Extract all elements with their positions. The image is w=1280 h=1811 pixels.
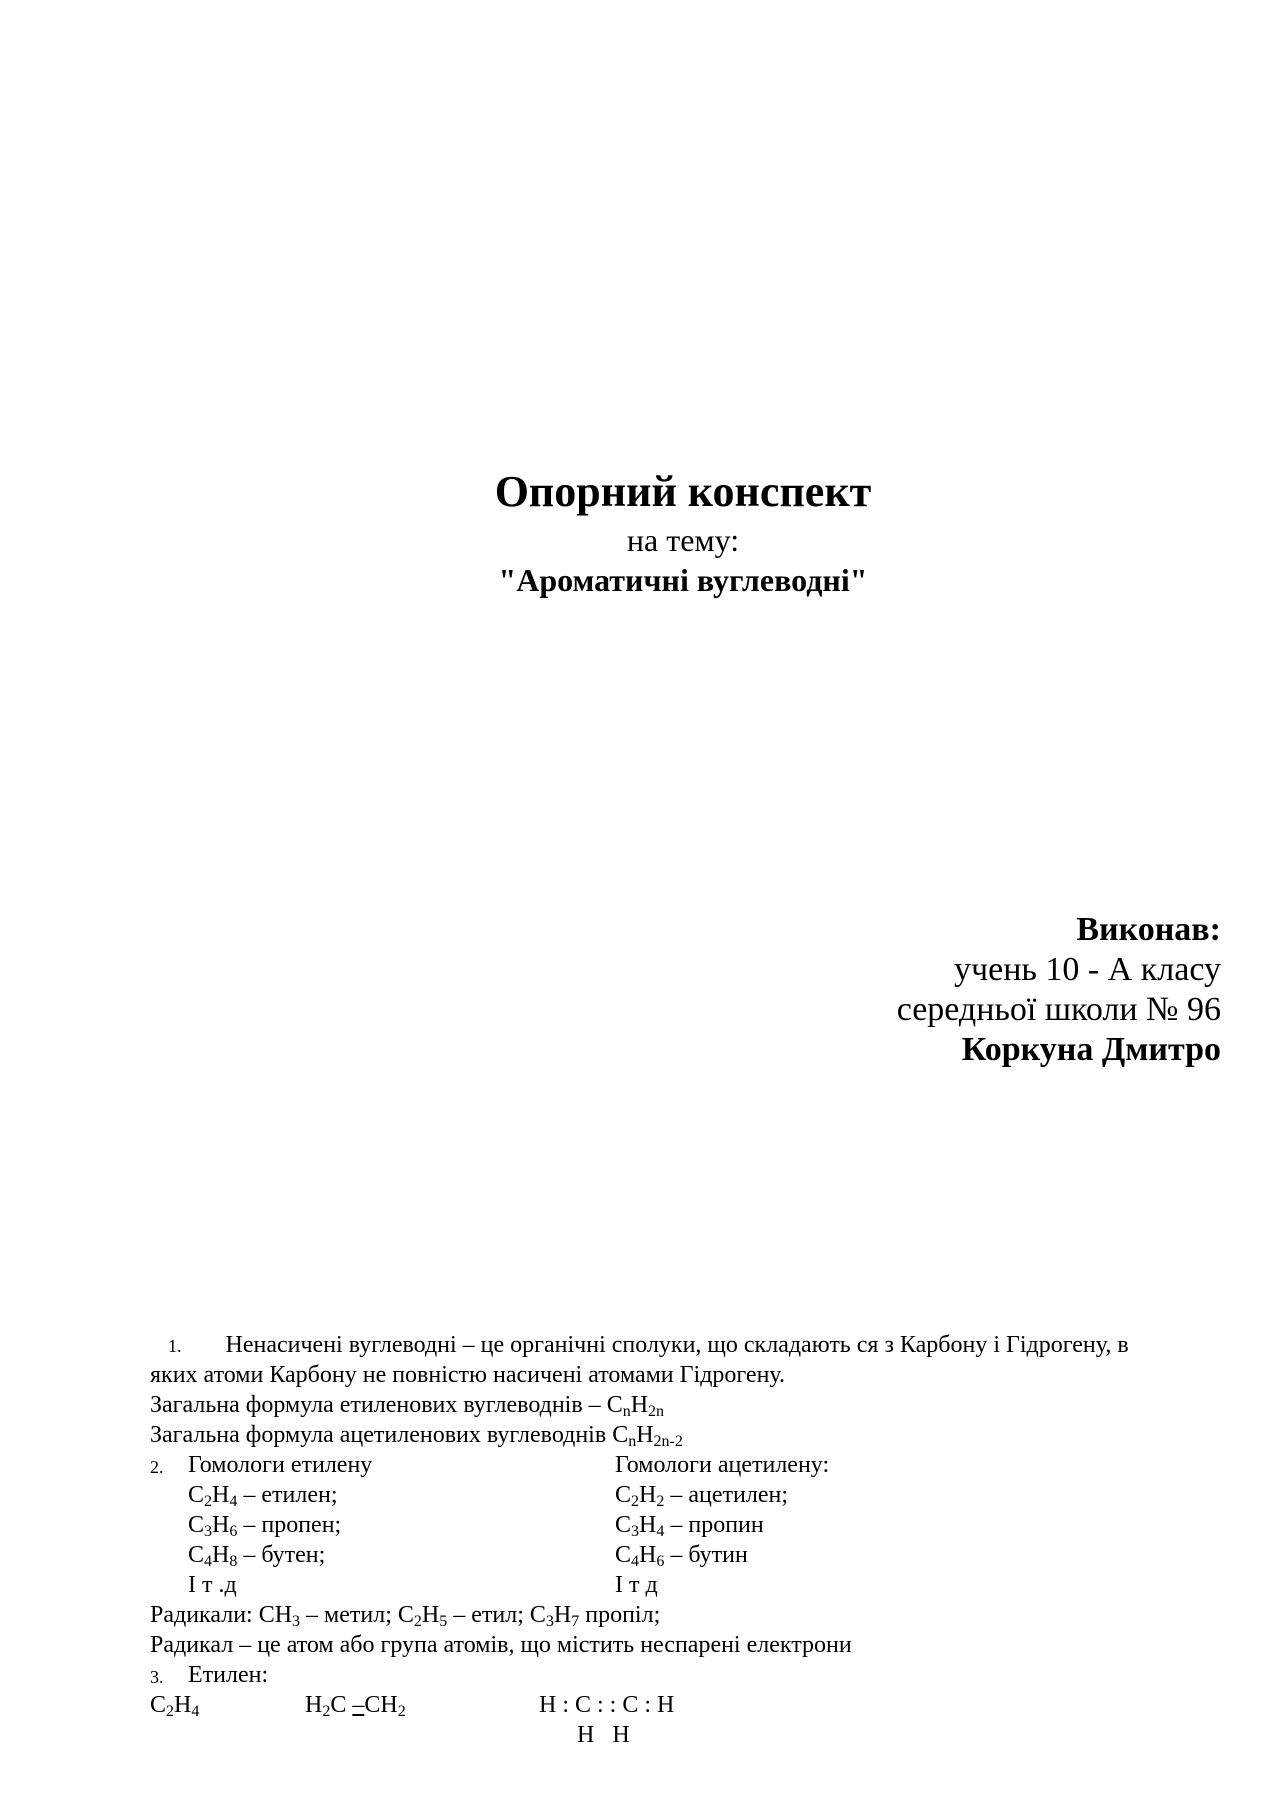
author-block xyxy=(897,910,1221,1070)
item-1-text-a: Ненасичені вуглеводні – це органічні сполуки, що складають ся з Карбону і Гідрогену, в xyxy=(225,1332,1129,1358)
ethylene-molecular-formula: $C_2H_4$ xyxy=(150,1692,200,1720)
author-school: середньої школи № 96 xyxy=(896,991,1221,1028)
homologs-row-1 xyxy=(150,1480,1219,1510)
ethylene-structural-formula: $H_2C$ $-CH_2$ xyxy=(305,1692,406,1720)
ethylene-homolog-2: $C_3H_6$ – пропен; xyxy=(188,1512,342,1540)
homologs-row-3 xyxy=(150,1540,1219,1570)
title-block xyxy=(0,463,1280,601)
formula-acetylene: $C_nH_{2n-2}$ xyxy=(612,1422,683,1450)
notes-content xyxy=(150,1330,1219,1750)
formula-ethylene-line xyxy=(150,1390,1219,1420)
formula-ethylene-label: Загальна формула етиленових вуглеводнів – xyxy=(150,1392,601,1418)
item-3-row xyxy=(150,1660,1219,1690)
ethylene-homolog-3: $C_4H_8$ – бутен; xyxy=(188,1542,326,1570)
document-topic: "Ароматичні вуглеводні" xyxy=(498,562,868,598)
homologs-row-2 xyxy=(150,1510,1219,1540)
ethylene-electron-formula-bottom: H H xyxy=(577,1722,630,1748)
homologs-header-row xyxy=(150,1450,1219,1480)
ethylene-etc: I т .д xyxy=(188,1572,237,1598)
radical-ethyl: – етил; xyxy=(453,1602,524,1628)
homologs-etc-row xyxy=(150,1570,1219,1600)
item-3-number: 3. xyxy=(150,1667,164,1687)
formula-acetylene-line xyxy=(150,1420,1219,1450)
acetylene-homolog-3: $C_4H_6$ – бутин xyxy=(615,1542,748,1570)
ethylene-formulas-row xyxy=(150,1690,1219,1720)
item-3-title: Етилен: xyxy=(188,1662,269,1688)
ethylene-electron-formula-top: H : C : : C : H xyxy=(539,1692,675,1718)
radical-propyl: пропіл; xyxy=(585,1602,661,1628)
document-title: Опорний конспект xyxy=(494,467,872,516)
homologs-ethylene-title: Гомологи етилену xyxy=(188,1452,373,1478)
item-1-number: 1. xyxy=(168,1336,182,1356)
author-name: Коркуна Дмитро xyxy=(961,1031,1221,1068)
ethylene-electron-bottom-row xyxy=(150,1720,1219,1750)
acetylene-homolog-1: $C_2H_2$ – ацетилен; xyxy=(615,1482,788,1510)
document-subtitle: на тему: xyxy=(626,522,740,558)
homologs-acetylene-title: Гомологи ацетилену: xyxy=(615,1452,830,1478)
radical-definition: Радикал – це атом або група атомів, що містить неспарені електрони xyxy=(150,1632,852,1658)
radicals-line: Радикали: $CH_3$ – метил; $C_2H_5$ – етил; $C_3H_7$ пропіл; xyxy=(150,1602,661,1630)
author-label: Виконав: xyxy=(1076,911,1221,948)
radical-methyl: – метил; xyxy=(306,1602,392,1628)
radicals-label: Радикали: xyxy=(150,1602,253,1628)
acetylene-etc: I т д xyxy=(615,1572,658,1598)
item-2-number: 2. xyxy=(150,1457,164,1477)
formula-ethylene: $C_nH_{2n}$ xyxy=(606,1392,665,1420)
item-1-line-b: яких атоми Карбону не повністю насичені атомами Гідрогену. xyxy=(150,1362,786,1388)
author-class: учень 10 - А класу xyxy=(954,951,1221,988)
acetylene-homolog-2: $C_3H_4$ – пропин xyxy=(615,1512,764,1540)
formula-acetylene-label: Загальна формула ацетиленових вуглеводнів xyxy=(150,1422,607,1448)
ethylene-homolog-1: $C_2H_4$ – етилен; xyxy=(188,1482,338,1510)
item-1-line-a xyxy=(150,1330,1219,1360)
